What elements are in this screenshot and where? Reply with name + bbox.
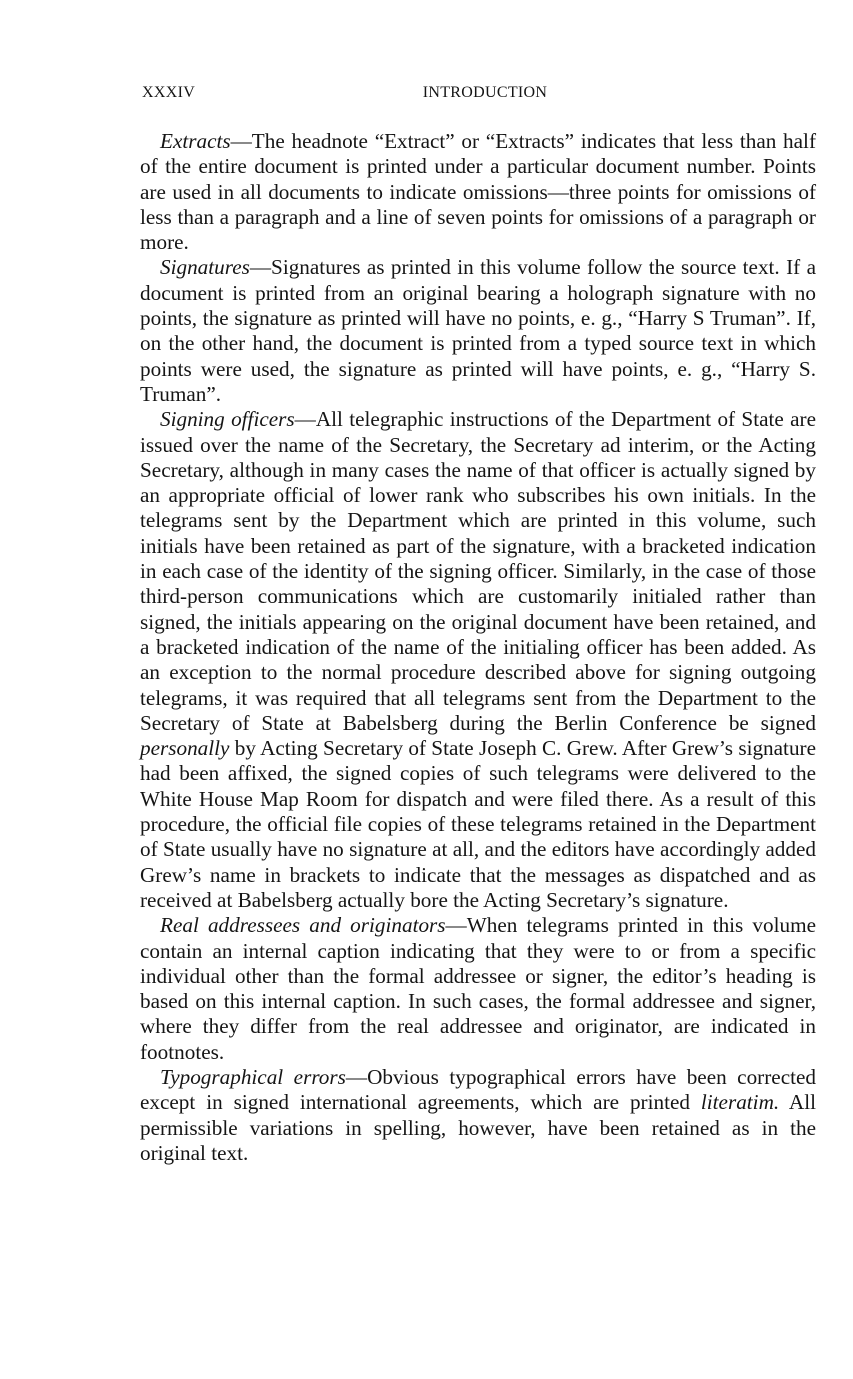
paragraph-body: —All telegraphic instructions of the Department of State are issued over the name of the Secretary, the Secretary ad interim, or the Acting Secretary, although in many cases the name of that officer is actually signed by an appropriate official of lower rank who subscribes his own initials. In the telegrams sent by the Department which are printed in this volume, such initials have been retained as part of the signature, with a bracketed indication in each case of the identity of the signing officer. Similarly, in the case of those third-person communications which are customarily initialed rather than signed, the initials appearing on the original document have been retained, and a bracketed indication of the name of the initialing officer has been added. As an exception to the normal procedure described above for signing outgoing telegrams, it was required that all telegrams sent from the Department to the Secretary of State at Babelsberg during the Berlin Conference be signed	[140, 407, 817, 735]
paragraph-body: —When telegrams printed in this volume contain an internal caption indicating that they were to or from a specific individual other than the formal addressee or signer, the editor’s heading is based on this internal caption. In such cases, the formal addressee and signer, where they differ from the real addressee and originator, are indicated in footnotes.	[140, 913, 816, 1064]
paragraph-body-continued: All permissible variations in spelling, however, have been retained as in the original text.	[140, 1090, 816, 1165]
paragraph-extracts	[140, 129, 816, 255]
page-number: XXXIV	[142, 84, 196, 101]
body-text	[140, 129, 816, 1166]
running-title: INTRODUCTION	[422, 84, 548, 101]
emphasis-text: literatim.	[700, 1090, 780, 1115]
paragraph-heading: Typographical errors	[160, 1064, 346, 1089]
paragraph-heading: Signatures	[160, 255, 250, 280]
paragraph-typographical-errors	[140, 1065, 816, 1166]
running-head	[142, 84, 816, 106]
paragraph-real-addressees	[140, 913, 816, 1065]
paragraph-body: —The headnote “Extract” or “Extracts” indicates that less than half of the entire document is printed under a particular document number. Points are used in all documents to indicate omissions—three points for omissions of less than a paragraph and a line of seven points for omissions of a paragraph or more.	[140, 129, 816, 255]
paragraph-signatures	[140, 255, 816, 407]
paragraph-body: —Obvious typographical errors have been corrected except in signed international agreements, which are printed	[140, 1064, 816, 1115]
paragraph-signing-officers	[140, 407, 816, 913]
paragraph-heading: Extracts	[160, 129, 231, 153]
emphasis-text: personally	[140, 736, 230, 761]
paragraph-body: —Signatures as printed in this volume follow the source text. If a document is printed from an original bearing a holograph signature with no points, the signature as printed will have no points, e. g., “Harry S Truman”. If, on the other hand, the document is printed from a typed source text in which points were used, the signature as printed will have points, e. g., “Harry S. Truman”.	[140, 255, 816, 406]
paragraph-heading: Real addressees and originators	[160, 913, 446, 938]
paragraph-body-continued: by Acting Secretary of State Joseph C. Grew. After Grew’s signature had been affixed, the signed copies of such telegrams were delivered to the White House Map Room for dispatch and were filed there. As a result of this procedure, the official file copies of these telegrams retained in the Department of State usually have no signature at all, and the editors have accordingly added Grew’s name in brackets to indicate that the messages as dispatched and as received at Babelsberg actually bore the Acting Secretary’s signature.	[140, 736, 816, 912]
paragraph-heading: Signing officers	[160, 407, 295, 432]
